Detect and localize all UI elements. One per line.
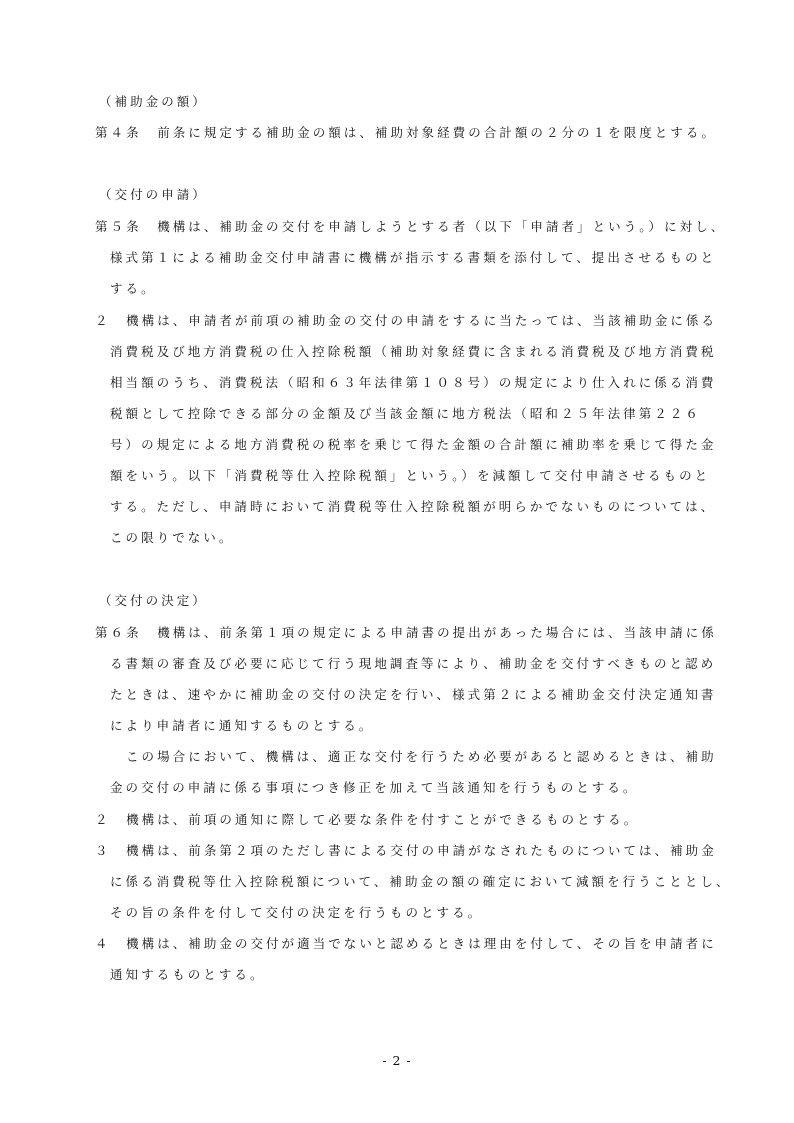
article-text-line: ２ 機構は、申請者が前項の補助金の交付の申請をするに当たっては、当該補助金に係る [95,313,718,328]
article-text-line: 第４条 前条に規定する補助金の額は、補助対象経費の合計額の２分の１を限度とする。 [95,125,718,140]
article-text-line: 額をいう。以下「消費税等仕入控除税額」という。）を減額して交付申請させるものと [110,468,711,483]
article-text-line: ４ 機構は、補助金の交付が適当でないと認めるときは理由を付して、その旨を申請者に [95,936,717,951]
article-text-line: その旨の条件を付して交付の決定を行うものとする。 [110,905,484,920]
article-text-line: に係る消費税等仕入控除税額について、補助金の額の確定において減額を行うこととし、 [110,874,732,889]
article-text-line: 消費税及び地方消費税の仕入控除税額（補助対象経費に含まれる消費税及び地方消費税 [110,344,717,359]
article-text-line: 税額として控除できる部分の金額及び当該金額に地方税法（昭和２５年法律第２２６ [110,406,701,421]
article-text-line: 第６条 機構は、前条第１項の規定による申請書の提出があった場合には、当該申請に係 [95,625,717,640]
article-text-line: 相当額のうち、消費税法（昭和６３年法律第１０８号）の規定により仕入れに係る消費 [110,375,717,390]
article-text-line: 通知するものとする。 [110,967,266,982]
article-text-line: 号）の規定による地方消費税の税率を乗じて得た金額の合計額に補助率を乗じて得た金 [110,437,717,452]
article-text-line: 様式第１による補助金交付申請書に機構が指示する書類を添付して、提出させるものと [110,250,717,265]
article-text-line: ３ 機構は、前条第２項のただし書による交付の申請がなされたものについては、補助金 [95,843,717,858]
page-number: - 2 - [382,1053,412,1068]
article-text-line: 第５条 機構は、補助金の交付を申請しようとする者（以下「申請者」という。）に対し、 [95,219,727,234]
section-heading: （交付の決定） [99,593,208,608]
section-heading: （交付の申請） [99,187,208,202]
article-text-line: 金の交付の申請に係る事項につき修正を加えて当該通知を行うものとする。 [110,780,639,795]
article-text-line: ２ 機構は、前項の通知に際して必要な条件を付すことができるものとする。 [95,812,640,827]
article-text-line: する。 [110,281,157,296]
article-text-line: る書類の審査及び必要に応じて行う現地調査等により、補助金を交付すべきものと認め [110,656,717,671]
article-text-line: この限りでない。 [110,530,235,545]
section-heading: （補助金の額） [99,94,208,109]
article-text-line: により申請者に通知するものとする。 [110,718,375,733]
article-text-line: たときは、速やかに補助金の交付の決定を行い、様式第２による補助金交付決定通知書 [110,687,717,702]
article-text-line: この場合において、機構は、適正な交付を行うため必要があると認めるときは、補助 [126,749,717,764]
article-text-line: する。ただし、申請時において消費税等仕入控除税額が明らかでないものについては、 [110,499,717,514]
